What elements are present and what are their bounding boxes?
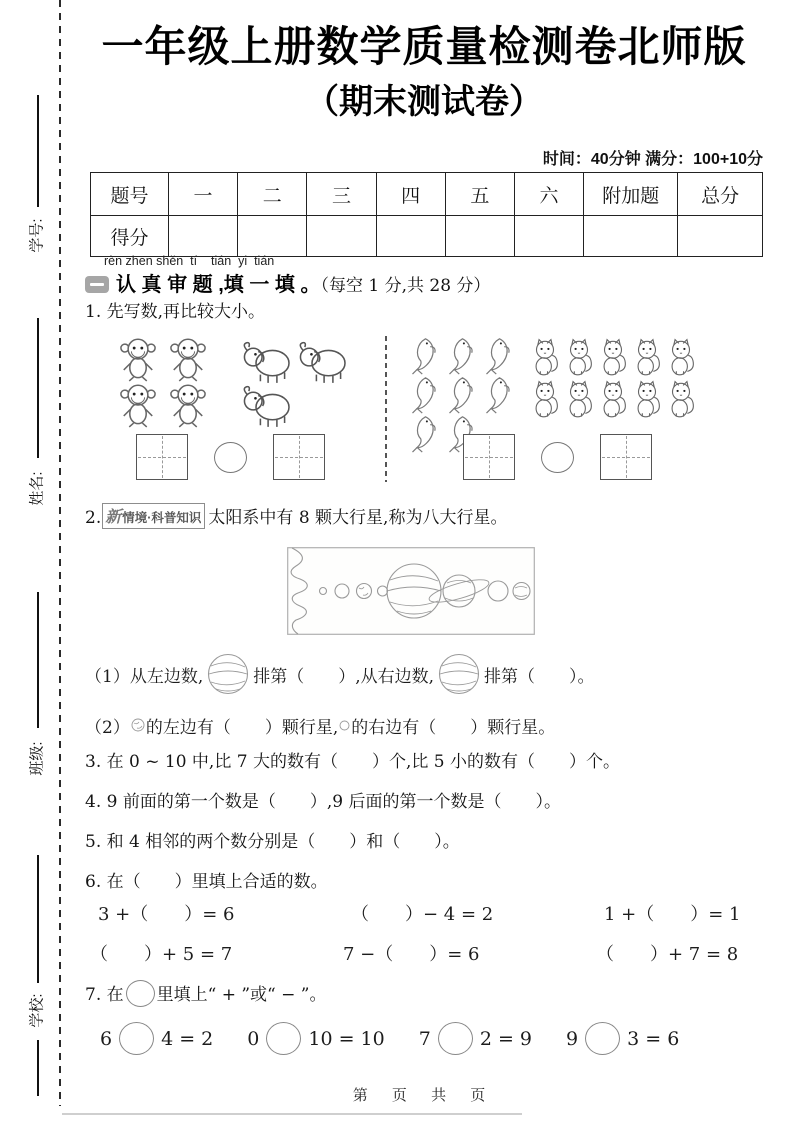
comparison-circle xyxy=(541,442,574,473)
section-title: 认 真 审 题 ,填 一 填 。 xyxy=(116,274,321,296)
question-4-text: 4. 9 前面的第一个数是（ ）,9 后面的第一个数是（ ）。 xyxy=(85,792,561,812)
number-writing-box xyxy=(136,434,188,480)
section-header xyxy=(85,268,490,297)
equation: 1 +（ ）= 1 xyxy=(604,904,741,925)
score-cell xyxy=(584,216,678,257)
col-header: 总分 xyxy=(678,173,763,216)
student-id-label: 学号: xyxy=(28,218,46,253)
score-cell xyxy=(168,216,237,257)
table-row xyxy=(91,216,763,257)
cat-icon xyxy=(630,378,664,420)
cat-icon xyxy=(596,378,630,420)
dolphin-icon xyxy=(444,375,481,414)
q1-group-monkey-elephant xyxy=(99,336,361,486)
question-2-1: （1）从左边数, 排第（ ）,从右边数, 排第（ ）。 xyxy=(85,648,595,700)
solar-system-figure xyxy=(287,547,535,635)
q6-equation-row-1 xyxy=(98,900,793,926)
class-label: 班级: xyxy=(28,741,46,776)
q7-items-row xyxy=(100,1022,713,1055)
equation: （ ）+ 5 = 7 xyxy=(90,944,233,965)
operator-circle xyxy=(438,1022,473,1055)
question-7-text: 7. 在 里填上“ + ”或“ − ”。 xyxy=(85,980,327,1011)
dolphin-icon xyxy=(481,375,518,414)
dashed-cut-line xyxy=(59,0,61,1106)
q1-group-dolphin-cat xyxy=(407,336,707,486)
monkey-icon xyxy=(113,336,163,382)
dolphin-icon xyxy=(481,336,518,375)
question-2-number: 2. xyxy=(85,508,102,528)
new-context-badge: 新情境·科普知识 xyxy=(102,503,205,529)
elephant-icon xyxy=(239,340,295,384)
earth-icon xyxy=(131,718,145,732)
elephant-icon xyxy=(239,384,295,428)
figure-divider-line xyxy=(385,336,387,482)
q7-item: 9 3 = 6 xyxy=(566,1022,679,1055)
cat-icon xyxy=(562,336,596,378)
school-label: 学校: xyxy=(28,993,46,1028)
monkey-icon xyxy=(163,382,213,428)
score-cell xyxy=(238,216,307,257)
cat-icon xyxy=(528,378,562,420)
dolphin-icon xyxy=(407,336,444,375)
jupiter-icon xyxy=(437,652,481,696)
name-label: 姓名: xyxy=(28,471,46,506)
question-2-2: （2） 的左边有（ ）颗行星, 的右边有（ ）颗行星。 xyxy=(85,717,556,738)
equation: 3 +（ ）= 6 xyxy=(98,904,235,925)
score-cell xyxy=(678,216,763,257)
col-header: 一 xyxy=(168,173,237,216)
page-bottom-rule xyxy=(62,1113,522,1115)
cat-icon xyxy=(528,336,562,378)
number-writing-box xyxy=(600,434,652,480)
col-header: 附加题 xyxy=(584,173,678,216)
monkey-group xyxy=(113,336,217,428)
score-row-label: 得分 xyxy=(91,216,169,257)
section-points: （每空 1 分,共 28 分） xyxy=(320,276,491,296)
question-1-figure xyxy=(85,334,763,486)
col-header: 六 xyxy=(514,173,583,216)
equation: （ ）− 4 = 2 xyxy=(351,904,494,925)
time-and-score-info: 时间：40分钟 满分：100+10分 xyxy=(542,151,763,168)
page-subtitle: （期末测试卷） xyxy=(305,83,543,121)
class-line xyxy=(37,592,39,728)
small-planet-icon xyxy=(339,720,350,731)
cat-icon xyxy=(562,378,596,420)
equation: （ ）+ 7 = 8 xyxy=(596,944,739,965)
cat-icon xyxy=(664,336,698,378)
score-cell xyxy=(514,216,583,257)
student-id-line xyxy=(37,95,39,207)
monkey-icon xyxy=(113,382,163,428)
q7-item: 0 10 = 10 xyxy=(247,1022,384,1055)
school-line-tail xyxy=(37,1040,39,1096)
cat-icon xyxy=(664,378,698,420)
monkey-icon xyxy=(163,336,213,382)
col-header: 四 xyxy=(376,173,445,216)
name-line xyxy=(37,318,39,458)
score-cell xyxy=(376,216,445,257)
col-header: 五 xyxy=(445,173,514,216)
school-line xyxy=(37,855,39,983)
question-6-text: 6. 在（ ）里填上合适的数。 xyxy=(85,872,328,892)
cat-icon xyxy=(630,336,664,378)
col-header: 二 xyxy=(238,173,307,216)
section-one-icon xyxy=(85,276,109,293)
col-header: 三 xyxy=(307,173,376,216)
elephant-group xyxy=(239,340,353,428)
equation: 7 −（ ）= 6 xyxy=(343,944,480,965)
q7-item: 7 2 = 9 xyxy=(419,1022,532,1055)
section-pinyin: rèn zhēn shěn tí tián yi tián xyxy=(104,254,275,268)
operator-circle xyxy=(585,1022,620,1055)
question-3-text: 3. 在 0 ~ 10 中,比 7 大的数有（ ）个,比 5 小的数有（ ）个。 xyxy=(85,752,620,772)
question-2-text xyxy=(85,503,507,531)
q7-item: 6 4 = 2 xyxy=(100,1022,213,1055)
cat-icon xyxy=(596,336,630,378)
question-5-text: 5. 和 4 相邻的两个数分别是（ ）和（ ）。 xyxy=(85,832,460,852)
table-row xyxy=(91,173,763,216)
number-writing-box xyxy=(273,434,325,480)
dolphin-icon xyxy=(407,375,444,414)
question-2-body: 太阳系中有 8 颗大行星,称为八大行星。 xyxy=(208,508,508,528)
question-1-text: 1. 先写数,再比较大小。 xyxy=(85,302,266,322)
operator-circle xyxy=(119,1022,154,1055)
number-writing-box xyxy=(463,434,515,480)
score-cell xyxy=(307,216,376,257)
score-table xyxy=(90,172,763,257)
q6-equation-row-2 xyxy=(90,940,793,966)
page-footer: 第 页 共 页 xyxy=(352,1087,496,1104)
page-title: 一年级上册数学质量检测卷北师版 xyxy=(101,23,747,70)
operator-circle xyxy=(126,980,155,1007)
cat-group xyxy=(528,336,700,420)
comparison-circle xyxy=(214,442,247,473)
col-header: 题号 xyxy=(91,173,169,216)
operator-circle xyxy=(266,1022,301,1055)
dolphin-icon xyxy=(444,336,481,375)
jupiter-icon xyxy=(206,652,250,696)
elephant-icon xyxy=(295,340,351,384)
score-cell xyxy=(445,216,514,257)
